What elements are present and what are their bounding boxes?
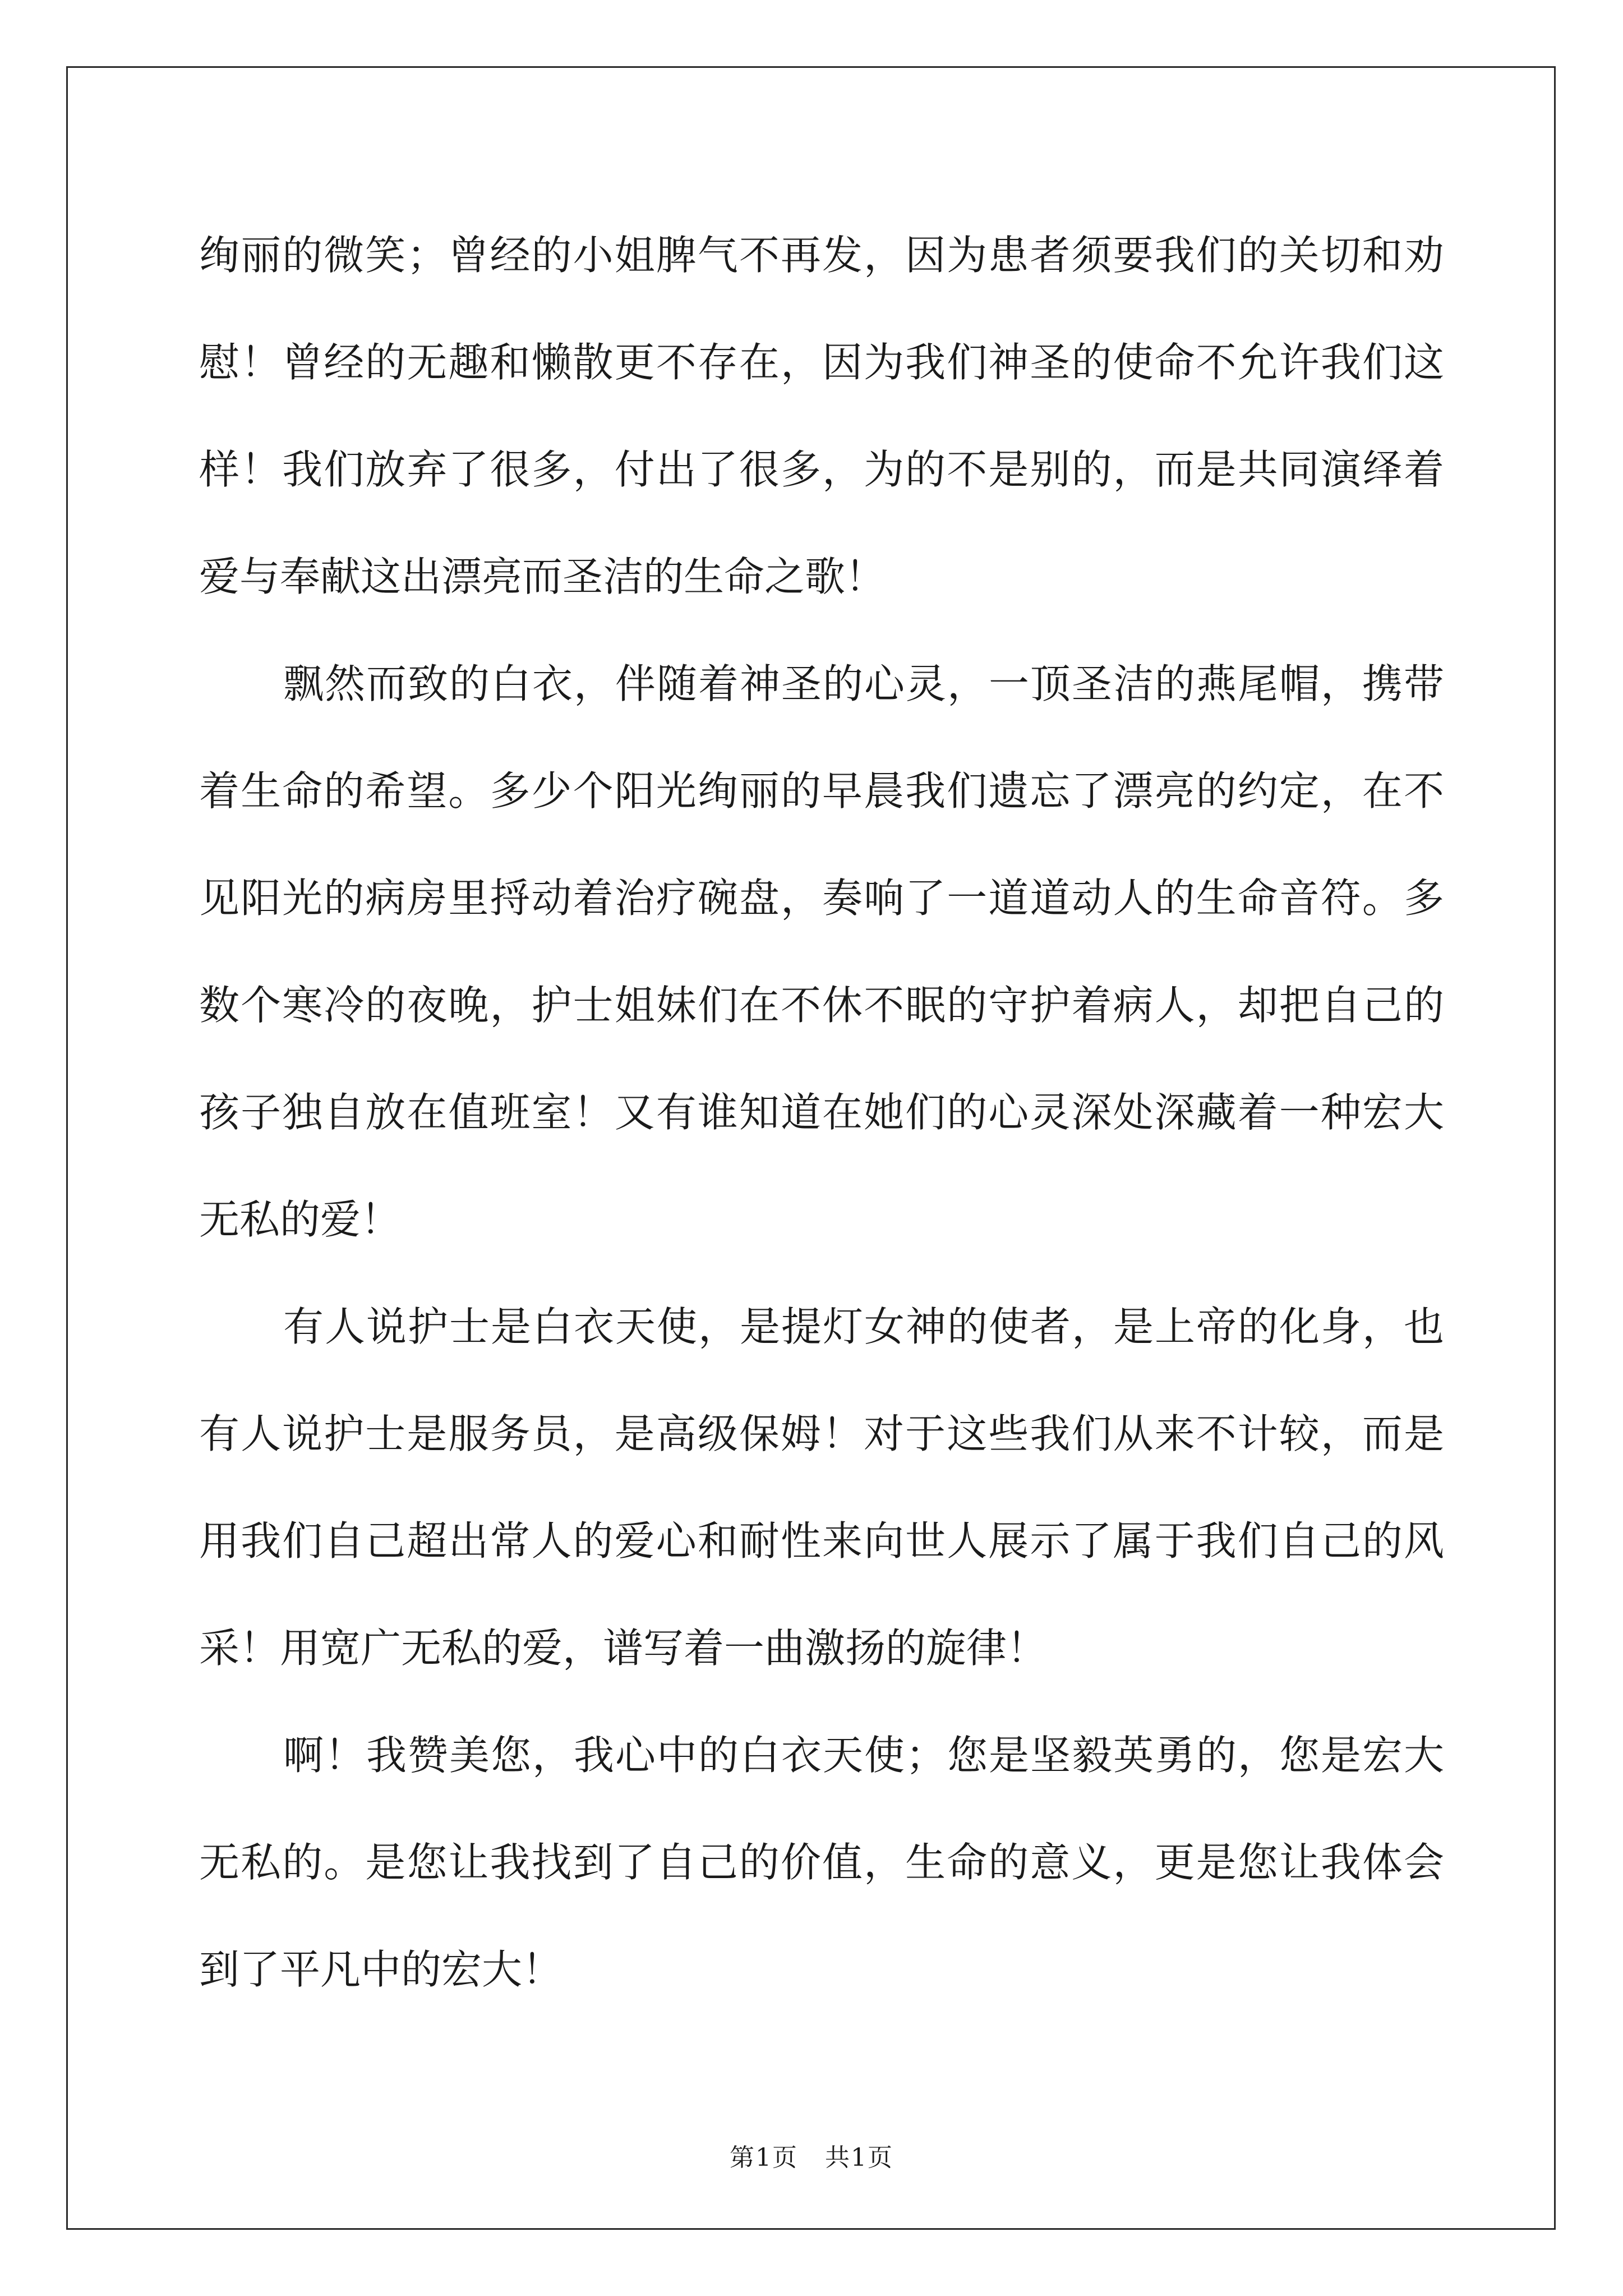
document-body: [199, 202, 1444, 2023]
text-line: 爱与奉献这出漂亮而圣洁的生命之歌！: [199, 553, 886, 600]
text-line: 慰！曾经的无趣和懒散更不存在，因为我们神圣的使命不允许我们这: [199, 339, 1444, 386]
text-line: 孩子独自放在值班室！又有谁知道在她们的心灵深处深藏着一种宏大: [199, 1089, 1444, 1136]
page-footer: [0, 2137, 1623, 2173]
page-total: 共1页: [825, 2143, 893, 2172]
paragraph-1: [199, 202, 1444, 631]
text-line: 飘然而致的白衣，伴随着神圣的心灵，一顶圣洁的燕尾帽，携带: [283, 660, 1444, 707]
page-number: 第1页: [730, 2143, 798, 2172]
text-line: 有人说护士是服务员，是高级保姆！对于这些我们从来不计较，而是: [199, 1410, 1444, 1457]
text-line: 用我们自己超出常人的爱心和耐性来向世人展示了属于我们自己的风: [199, 1517, 1444, 1565]
text-line: 见阳光的病房里捋动着治疗碗盘，奏响了一道道动人的生命音符。多: [199, 875, 1444, 922]
paragraph-4: [199, 1702, 1444, 2023]
text-line: 数个寒冷的夜晚，护士姐妹们在不休不眠的守护着病人，却把自己的: [199, 982, 1444, 1029]
text-line: 无私的爱！: [199, 1196, 402, 1243]
text-line: 无私的。是您让我找到了自己的价值，生命的意义，更是您让我体会: [199, 1839, 1444, 1886]
text-line: 绚丽的微笑；曾经的小姐脾气不再发，因为患者须要我们的关切和劝: [199, 232, 1444, 279]
text-line: 样！我们放弃了很多，付出了很多，为的不是别的，而是共同演绎着: [199, 446, 1444, 493]
text-line: 着生命的希望。多少个阳光绚丽的早晨我们遗忘了漂亮的约定，在不: [199, 767, 1444, 815]
text-line: 到了平凡中的宏大！: [199, 1946, 563, 1993]
paragraph-3: [199, 1273, 1444, 1702]
text-line: 啊！我赞美您，我心中的白衣天使；您是坚毅英勇的，您是宏大: [283, 1732, 1444, 1779]
text-line: 有人说护士是白衣天使，是提灯女神的使者，是上帝的化身，也: [283, 1303, 1444, 1350]
paragraph-2: [199, 631, 1444, 1273]
text-line: 采！用宽广无私的爱，谱写着一曲激扬的旋律！: [199, 1625, 1048, 1672]
